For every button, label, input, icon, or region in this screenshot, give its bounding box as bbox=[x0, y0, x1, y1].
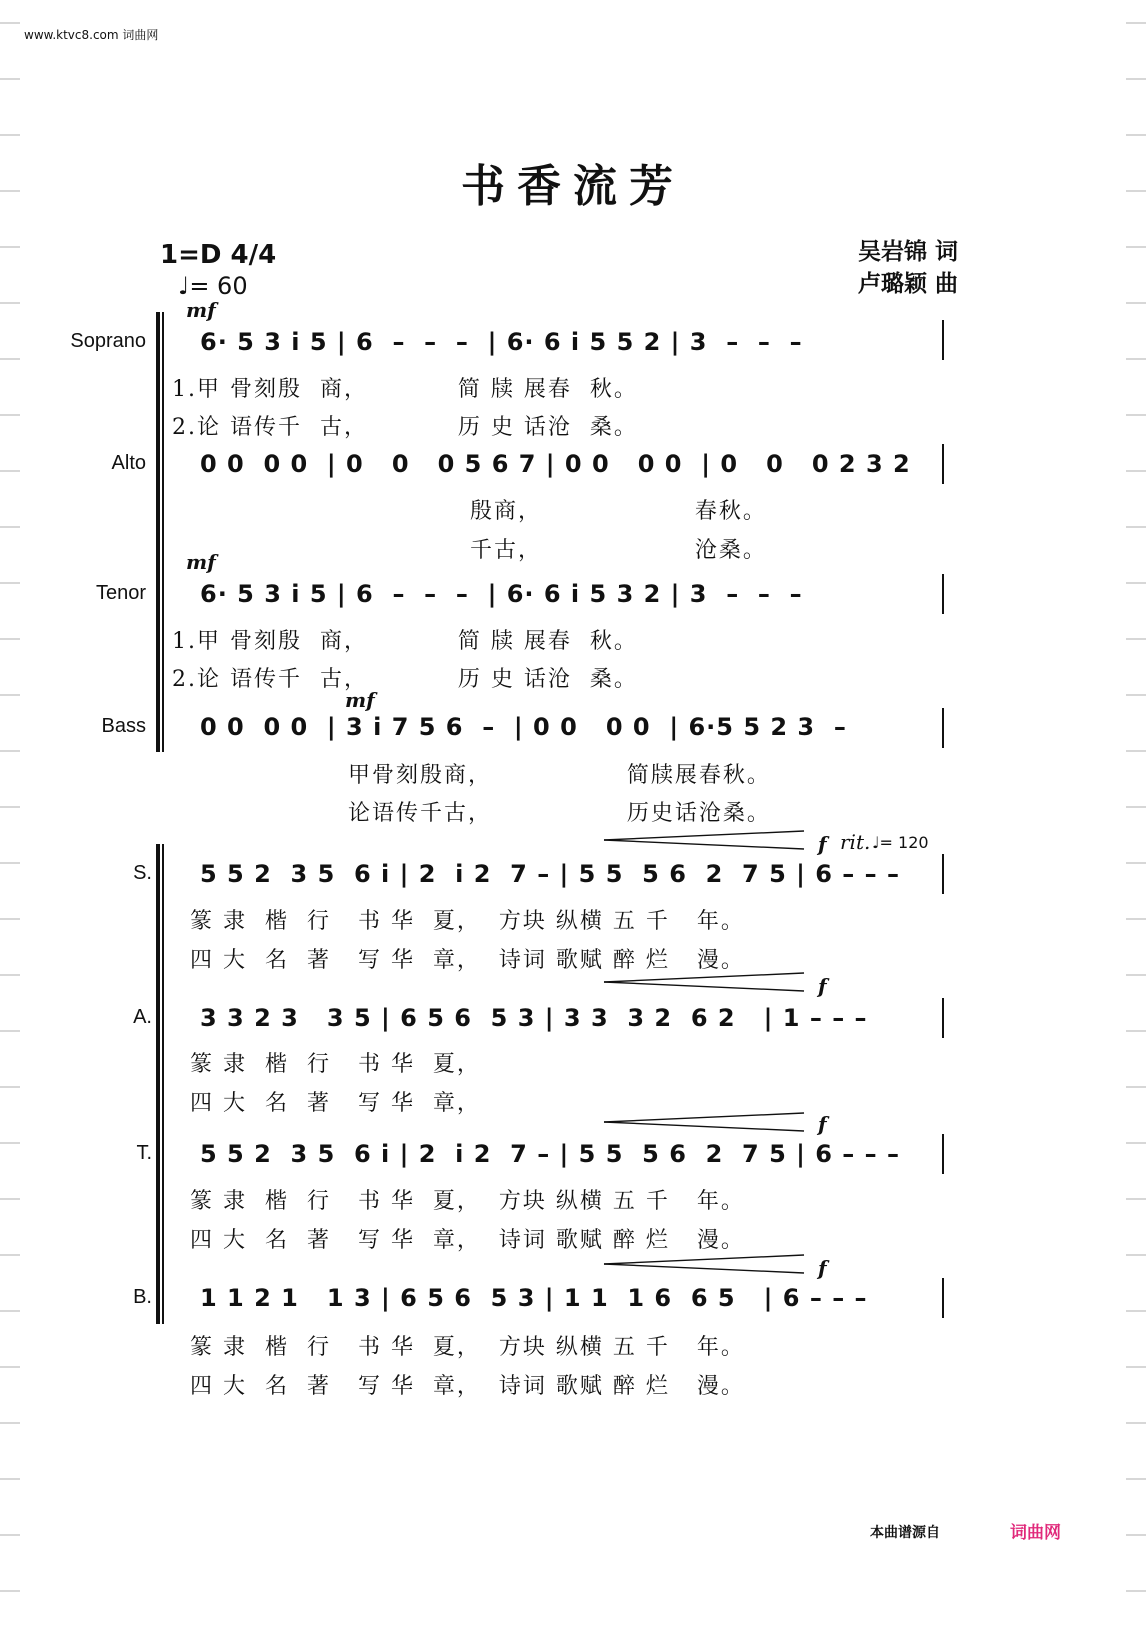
bass-label: Bass bbox=[101, 715, 146, 737]
a-lyrics-verse2: 四 大 名 著 写 华 章， bbox=[190, 1091, 481, 1116]
final-barline-s1-tenor bbox=[942, 574, 944, 614]
soprano-lyrics-verse2: 2.论 语传千 古， 历 史 话沧 桑。 bbox=[172, 415, 638, 440]
final-barline-s2-b bbox=[942, 1278, 944, 1318]
tenor-notes: 6· 5 3 i 5 | 6 – – – | 6· 6 i 5 3 2 | 3 – – – bbox=[200, 580, 803, 608]
b-label: B. bbox=[133, 1286, 152, 1308]
bass-notes: 0 0 0 0 | 3 i 7 5 6 – | 0 0 0 0 | 6·5 5 2 3 – bbox=[200, 713, 847, 741]
system2-brace-inner bbox=[162, 844, 164, 1324]
soprano-label: Soprano bbox=[70, 330, 146, 352]
footer-brand[interactable]: 词曲网 bbox=[1010, 1523, 1061, 1543]
crescendo-hairpin bbox=[600, 1252, 810, 1276]
footer-source: 本曲谱源自 bbox=[870, 1525, 940, 1541]
system1-brace bbox=[156, 312, 160, 752]
crescendo-hairpin bbox=[600, 1110, 810, 1134]
composer: 卢璐颖 曲 bbox=[858, 271, 959, 297]
right-border bbox=[1126, 0, 1146, 1637]
site-url[interactable]: www.ktvc8.com 词曲网 bbox=[24, 28, 159, 42]
dynamic-mf: mf bbox=[186, 298, 216, 322]
s-label: S. bbox=[133, 862, 152, 884]
t-lyrics-verse1: 篆 隶 楷 行 书 华 夏， 方块 纵横 五 千 年。 bbox=[190, 1189, 745, 1214]
alto-label: Alto bbox=[111, 452, 146, 474]
b-notes: 1 1 2 1 1 3 | 6 5 6 5 3 | 1 1 1 6 6 5 | 6 – – – bbox=[200, 1284, 868, 1312]
system2-brace bbox=[156, 844, 160, 1324]
final-barline-s2-a bbox=[942, 998, 944, 1038]
credits bbox=[858, 236, 958, 300]
final-barline-s1-soprano bbox=[942, 320, 944, 360]
soprano-notes: 6· 5 3 i 5 | 6 – – – | 6· 6 i 5 5 2 | 3 – – – bbox=[200, 328, 803, 356]
alto-lyrics-verse1: 殷商， 春秋。 bbox=[470, 499, 767, 524]
t-notes: 5 5 2 3 5 6 i | 2 i 2 7 – | 5 5 5 6 2 7 5 | 6 – – – bbox=[200, 1140, 901, 1168]
alto-notes: 0 0 0 0 | 0 0 0 5 6 7 | 0 0 0 0 | 0 0 0 2 3 2 bbox=[200, 450, 911, 478]
soprano-lyrics-verse1: 1.甲 骨刻殷 商， 简 牍 展春 秋。 bbox=[172, 377, 638, 402]
a-lyrics-verse1: 篆 隶 楷 行 书 华 夏， bbox=[190, 1052, 481, 1077]
tenor-lyrics-verse1: 1.甲 骨刻殷 商， 简 牍 展春 秋。 bbox=[172, 629, 638, 654]
bass-lyrics-verse1: 甲骨刻殷商， 简牍展春秋。 bbox=[348, 763, 771, 788]
lyricist: 吴岩锦 词 bbox=[858, 239, 959, 265]
dynamic-f: f bbox=[818, 832, 827, 856]
dynamic-mf: mf bbox=[345, 688, 375, 712]
bass-lyrics-verse2: 论语传千古， 历史话沧桑。 bbox=[348, 801, 771, 826]
t-lyrics-verse2: 四 大 名 著 写 华 章， 诗词 歌赋 醉 烂 漫。 bbox=[190, 1228, 745, 1253]
tempo-change: ♩= 120 bbox=[872, 833, 929, 852]
s-lyrics-verse2: 四 大 名 著 写 华 章， 诗词 歌赋 醉 烂 漫。 bbox=[190, 948, 745, 973]
left-border bbox=[0, 0, 20, 1637]
tempo-marking: ♩= 60 bbox=[178, 272, 248, 300]
dynamic-f: f bbox=[818, 974, 827, 998]
s-notes: 5 5 2 3 5 6 i | 2 i 2 7 – | 5 5 5 6 2 7 5 | 6 – – – bbox=[200, 860, 901, 888]
system1-brace-inner bbox=[162, 312, 164, 752]
t-label: T. bbox=[136, 1142, 152, 1164]
alto-lyrics-verse2: 千古， 沧桑。 bbox=[470, 538, 767, 563]
crescendo-hairpin bbox=[600, 970, 810, 994]
a-notes: 3 3 2 3 3 5 | 6 5 6 5 3 | 3 3 3 2 6 2 | 1 – – – bbox=[200, 1004, 868, 1032]
ritardando: rit. bbox=[840, 830, 871, 854]
page-title: 书香流芳 bbox=[461, 161, 685, 212]
a-label: A. bbox=[133, 1006, 152, 1028]
b-lyrics-verse2: 四 大 名 著 写 华 章， 诗词 歌赋 醉 烂 漫。 bbox=[190, 1374, 745, 1399]
tenor-lyrics-verse2: 2.论 语传千 古， 历 史 话沧 桑。 bbox=[172, 667, 638, 692]
final-barline-s1-bass bbox=[942, 708, 944, 748]
b-lyrics-verse1: 篆 隶 楷 行 书 华 夏， 方块 纵横 五 千 年。 bbox=[190, 1335, 745, 1360]
final-barline-s1-alto bbox=[942, 444, 944, 484]
crescendo-hairpin bbox=[600, 828, 810, 852]
dynamic-mf: mf bbox=[186, 550, 216, 574]
final-barline-s2-t bbox=[942, 1134, 944, 1174]
dynamic-f: f bbox=[818, 1112, 827, 1136]
key-signature: 1=D 4/4 bbox=[160, 240, 277, 270]
tenor-label: Tenor bbox=[95, 582, 146, 604]
s-lyrics-verse1: 篆 隶 楷 行 书 华 夏， 方块 纵横 五 千 年。 bbox=[190, 909, 745, 934]
dynamic-f: f bbox=[818, 1256, 827, 1280]
final-barline-s2-s bbox=[942, 854, 944, 894]
